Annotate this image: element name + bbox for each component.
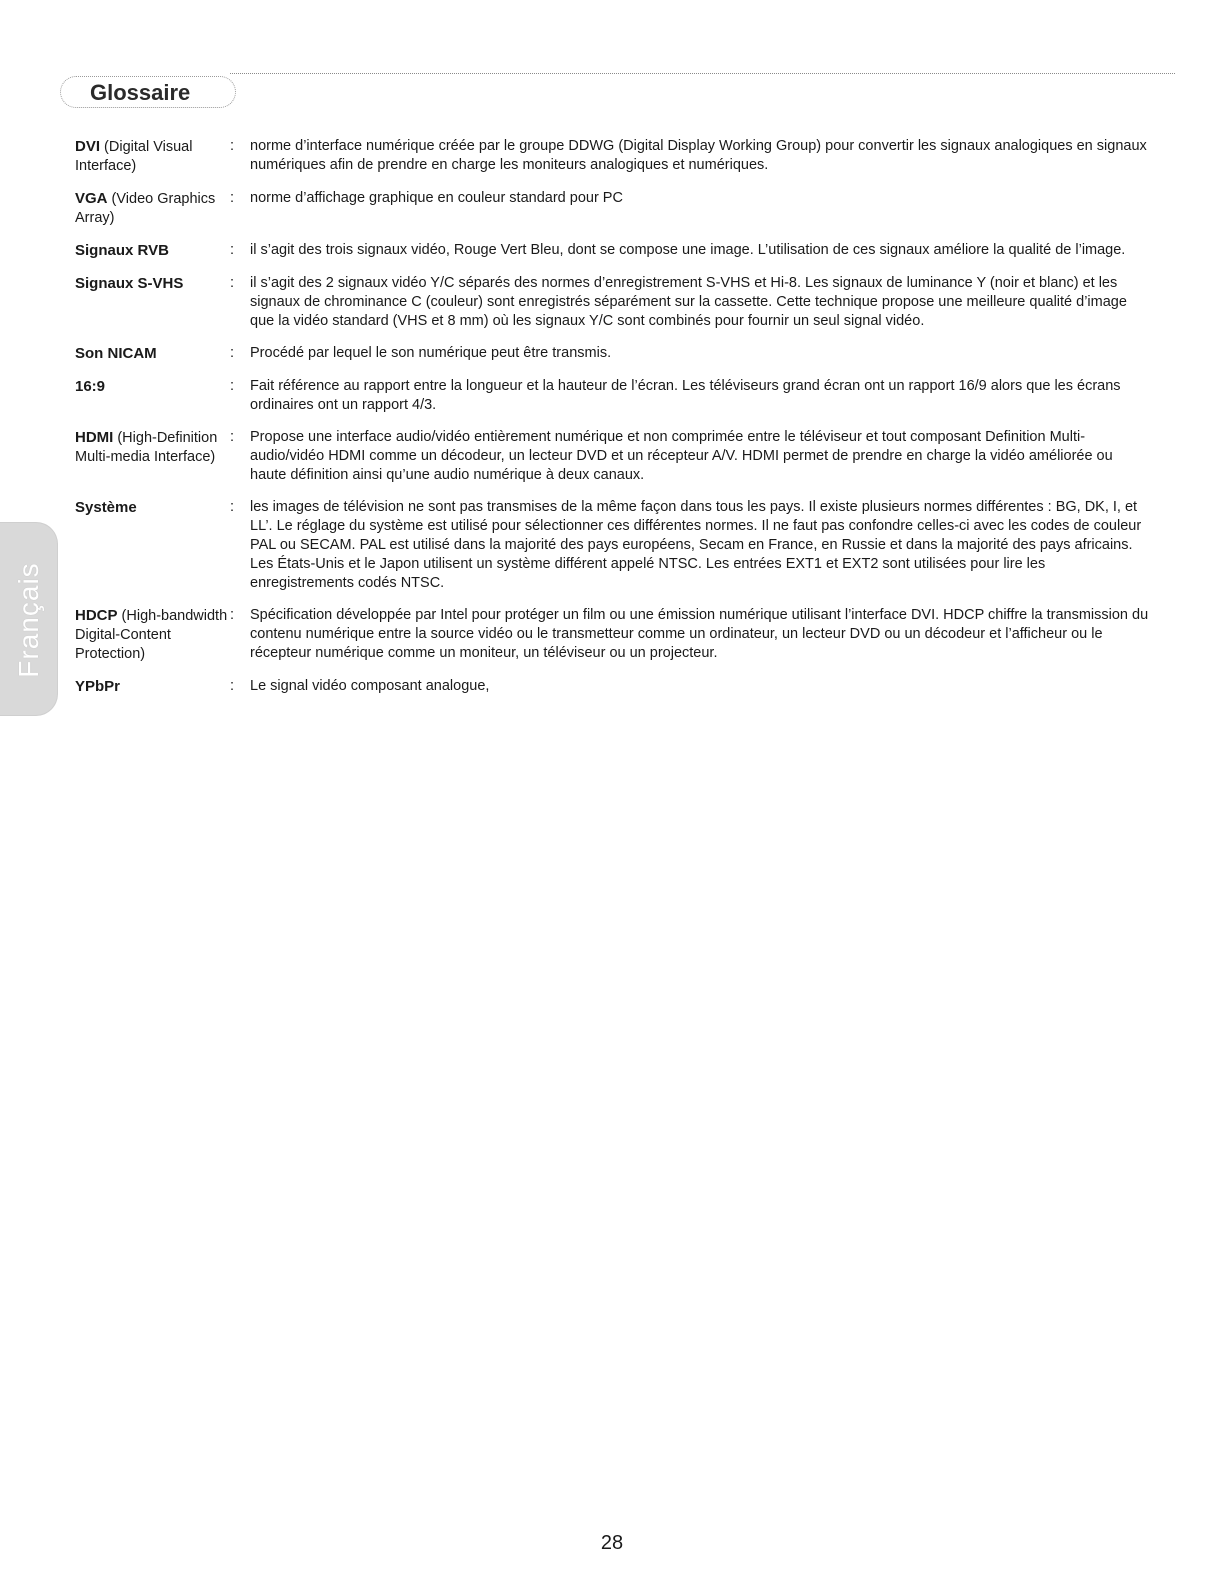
glossary-term xyxy=(75,344,230,364)
term-name: Son NICAM xyxy=(75,345,157,362)
glossary-entry xyxy=(75,137,1150,176)
term-name: Signaux S-VHS xyxy=(75,275,184,292)
glossary-definition: norme d’affichage graphique en couleur standard pour PC xyxy=(250,190,623,206)
glossary-term xyxy=(75,274,230,331)
glossary-entry xyxy=(75,344,1150,364)
term-name: HDCP xyxy=(75,607,118,624)
section-header xyxy=(60,72,1175,112)
glossary-entry xyxy=(75,377,1150,415)
glossary-term xyxy=(75,677,230,697)
term-separator: : xyxy=(230,242,235,258)
glossary-term xyxy=(75,377,230,415)
language-tab-label: Français xyxy=(13,562,44,678)
glossary-entry xyxy=(75,498,1150,593)
glossary-definition: les images de télévision ne sont pas transmises de la même façon dans tous les pays. Il existe plusieurs normes différentes : BG, DK, I, et LL’. Le réglage du système est utilisé pour sélectionner ces différentes normes. Il ne faut pas confondre celles-ci avec les codes de couleur PAL ou SECAM. PAL est utilisé dans la majorité des pays européens, Secam en France, en Russie et dans la majorité des pays africains. Les États-Unis et le Japon utilisent un système différent appelé NTSC. Les entrées EXT1 et EXT2 sont utilisées pour lire les enregistrements codés NTSC. xyxy=(250,499,1142,591)
glossary-term xyxy=(75,189,230,228)
term-separator: : xyxy=(230,275,235,291)
term-expansion: (High-Definition Multi-media Interface) xyxy=(75,430,218,465)
glossary-entry xyxy=(75,241,1150,261)
term-name: Signaux RVB xyxy=(75,242,169,259)
term-expansion: (Digital Visual Interface) xyxy=(75,139,193,174)
term-separator: : xyxy=(230,678,235,694)
glossary-definition: il s’agit des 2 signaux vidéo Y/C séparés des normes d’enregistrement S-VHS et Hi-8. Les signaux de luminance Y (noir et blanc) et les signaux de chrominance C (couleur) sont enregistrés séparément sur la cassette. Cette technique propose une meilleure qualité d’image que la vidéo standard (VHS et 8 mm) où les signaux Y/C sont combinés pour fournir un seul signal vidéo. xyxy=(250,275,1127,329)
language-side-tab xyxy=(0,522,58,716)
glossary-list xyxy=(75,137,1150,710)
glossary-entry xyxy=(75,189,1150,228)
glossary-definition: Procédé par lequel le son numérique peut être transmis. xyxy=(250,345,612,361)
page-number: 28 xyxy=(600,1532,624,1554)
glossary-definition: Propose une interface audio/vidéo entièrement numérique et non comprimée entre le téléviseur et tout composant Definition Multi- audio/vidéo HDMI comme un décodeur, un lecteur DVD et un récepteur A/V. HDMI permet de prendre en charge la vidéo améliorée ou haute définition ainsi qu’une audio numérique à deux canaux. xyxy=(250,429,1113,483)
glossary-term xyxy=(75,606,230,664)
glossary-entry xyxy=(75,428,1150,485)
term-separator: : xyxy=(230,190,235,206)
glossary-entry xyxy=(75,606,1150,664)
term-separator: : xyxy=(230,378,235,394)
glossary-term xyxy=(75,241,230,261)
glossary-term xyxy=(75,137,230,176)
glossary-definition: norme d’interface numérique créée par le groupe DDWG (Digital Display Working Group) pour convertir les signaux analogiques en signaux numériques afin de prendre en charge les moniteurs analogiques et numériques. xyxy=(250,138,1147,173)
term-expansion: (High-bandwidth Digital-Content Protection) xyxy=(75,608,228,662)
term-separator: : xyxy=(230,607,235,623)
term-separator: : xyxy=(230,429,235,445)
glossary-definition: il s’agit des trois signaux vidéo, Rouge Vert Bleu, dont se compose une image. L’utilisation de ces signaux améliore la qualité de l’image. xyxy=(250,242,1126,258)
glossary-entry xyxy=(75,274,1150,331)
term-expansion: (Video Graphics Array) xyxy=(75,191,216,226)
term-name: HDMI xyxy=(75,429,114,446)
term-separator: : xyxy=(230,138,235,154)
term-name: Système xyxy=(75,499,137,516)
term-name: YPbPr xyxy=(75,678,121,695)
term-name: VGA xyxy=(75,190,108,207)
term-separator: : xyxy=(230,499,235,515)
page-title: Glossaire xyxy=(90,80,191,105)
term-name: 16:9 xyxy=(75,378,106,395)
term-name: DVI xyxy=(75,138,101,155)
glossary-definition: Fait référence au rapport entre la longueur et la hauteur de l’écran. Les téléviseurs grand écran ont un rapport 16/9 alors que les écrans ordinaires ont un rapport 4/3. xyxy=(250,378,1121,413)
header-dotted-rule xyxy=(230,73,1175,74)
glossary-term xyxy=(75,498,230,593)
glossary-entry xyxy=(75,677,1150,697)
glossary-definition: Le signal vidéo composant analogue, xyxy=(250,678,490,694)
glossary-definition: Spécification développée par Intel pour protéger un film ou une émission numérique utilisant l’interface DVI. HDCP chiffre la transmission du contenu numérique entre la source vidéo ou le transmetteur comme un ordinateur, un lecteur DVD ou un décodeur et l’afficheur ou le récepteur numérique comme un moniteur, un téléviseur ou un projecteur. xyxy=(250,607,1149,661)
glossary-term xyxy=(75,428,230,485)
term-separator: : xyxy=(230,345,235,361)
